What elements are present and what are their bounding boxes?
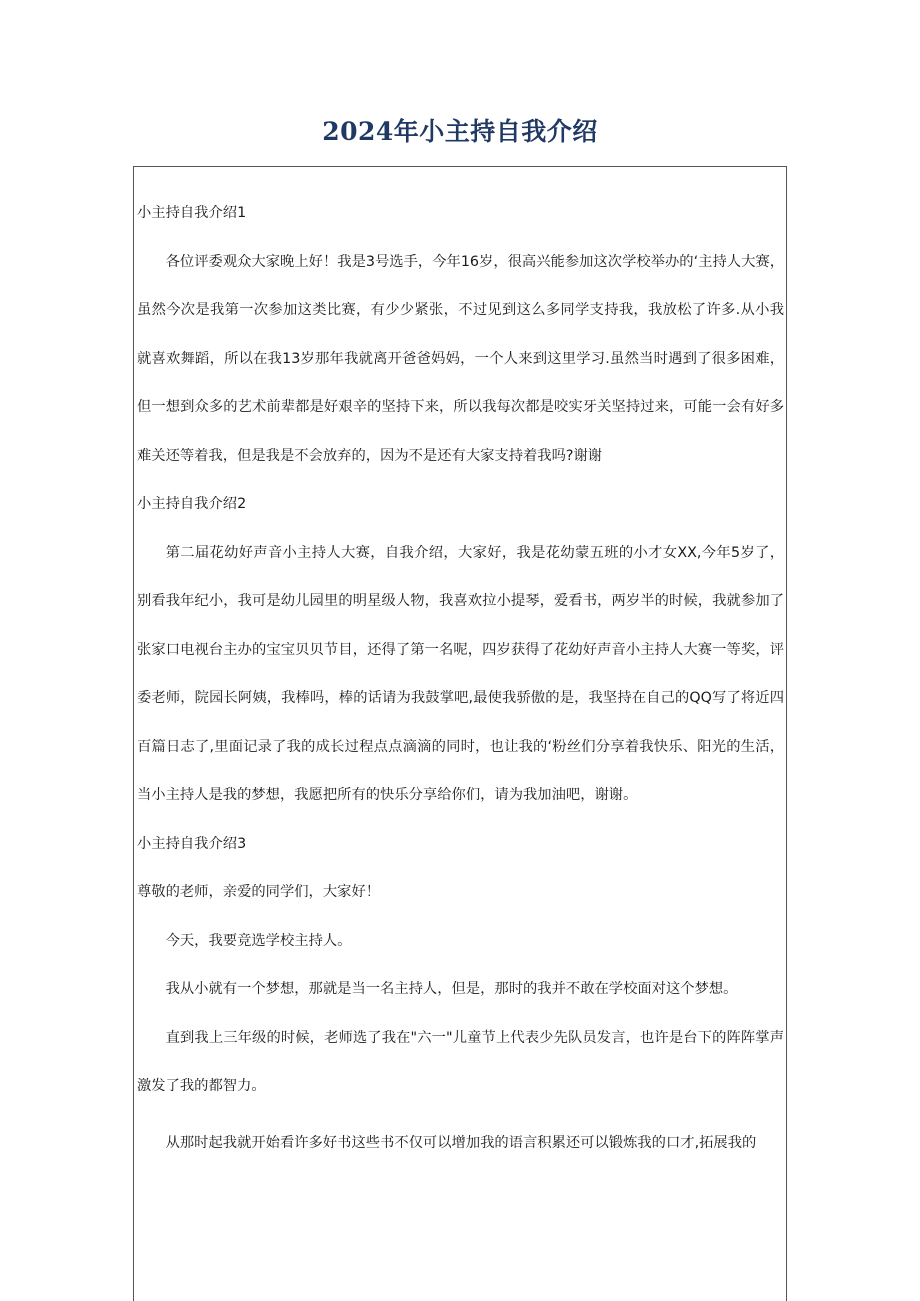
section-3-paragraph-4: 从那时起我就开始看许多好书这些书不仅可以增加我的语言积累还可以锻炼我的口才,拓展我的 xyxy=(165,1134,757,1151)
section-3-paragraph-1: 今天，我要竞选学校主持人。 xyxy=(165,932,352,949)
section-heading-3: 小主持自我介绍3 xyxy=(137,835,247,852)
section-2-paragraph: 第二届花幼好声音小主持人大赛，自我介绍，大家好，我是花幼蒙五班的小才女XX,今年5岁了，别看我年纪小，我可是幼儿园里的明星级人物，我喜欢拉小提琴，爱看书，两岁半的时候，我就参加了张家口电视台主办的宝宝贝贝节目，还得了第一名呢，四岁获得了花幼好声音小主持人大赛一等奖，评委老师，院园长阿姨，我棒吗，棒的话请为我鼓掌吧,最使我骄傲的是，我坚持在自己的QQ写了将近四百篇日志了,里面记录了我的成长过程点点滴滴的同时，也让我的‘粉丝们分享着我快乐、阳光的生活，当小主持人是我的梦想，我愿把所有的快乐分享给你们，请为我加油吧，谢谢。 xyxy=(137,544,784,803)
document-title: 2024年小主持自我介绍 xyxy=(322,117,598,146)
content-frame xyxy=(133,166,787,1301)
document-body xyxy=(134,167,786,1167)
section-heading-1: 小主持自我介绍1 xyxy=(137,205,247,221)
section-heading-2: 小主持自我介绍2 xyxy=(137,496,247,512)
section-3-paragraph-2: 我从小就有一个梦想，那就是当一名主持人，但是，那时的我并不敢在学校面对这个梦想。 xyxy=(165,981,738,997)
section-3-greeting: 尊敬的老师，亲爱的同学们，大家好！ xyxy=(137,884,381,900)
section-3-paragraph-3: 直到我上三年级的时候，老师选了我在"六一"儿童节上代表少先队员发言，也许是台下的阵阵掌声激发了我的都智力。 xyxy=(137,1029,784,1094)
section-1-paragraph: 各位评委观众大家晚上好！我是3号选手，今年16岁，很高兴能参加这次学校举办的‘主持人大赛，虽然今次是我第一次参加这类比赛，有少少紧张，不过见到这么多同学支持我，我放松了许多.从小我就喜欢舞蹈，所以在我13岁那年我就离开爸爸妈妈，一个人来到这里学习.虽然当时遇到了很多困难，但一想到众多的艺术前辈都是好艰辛的坚持下来，所以我每次都是咬实牙关坚持过来，可能一会有好多难关还等着我，但是我是不会放弃的，因为不是还有大家支持着我吗?谢谢 xyxy=(137,253,784,464)
